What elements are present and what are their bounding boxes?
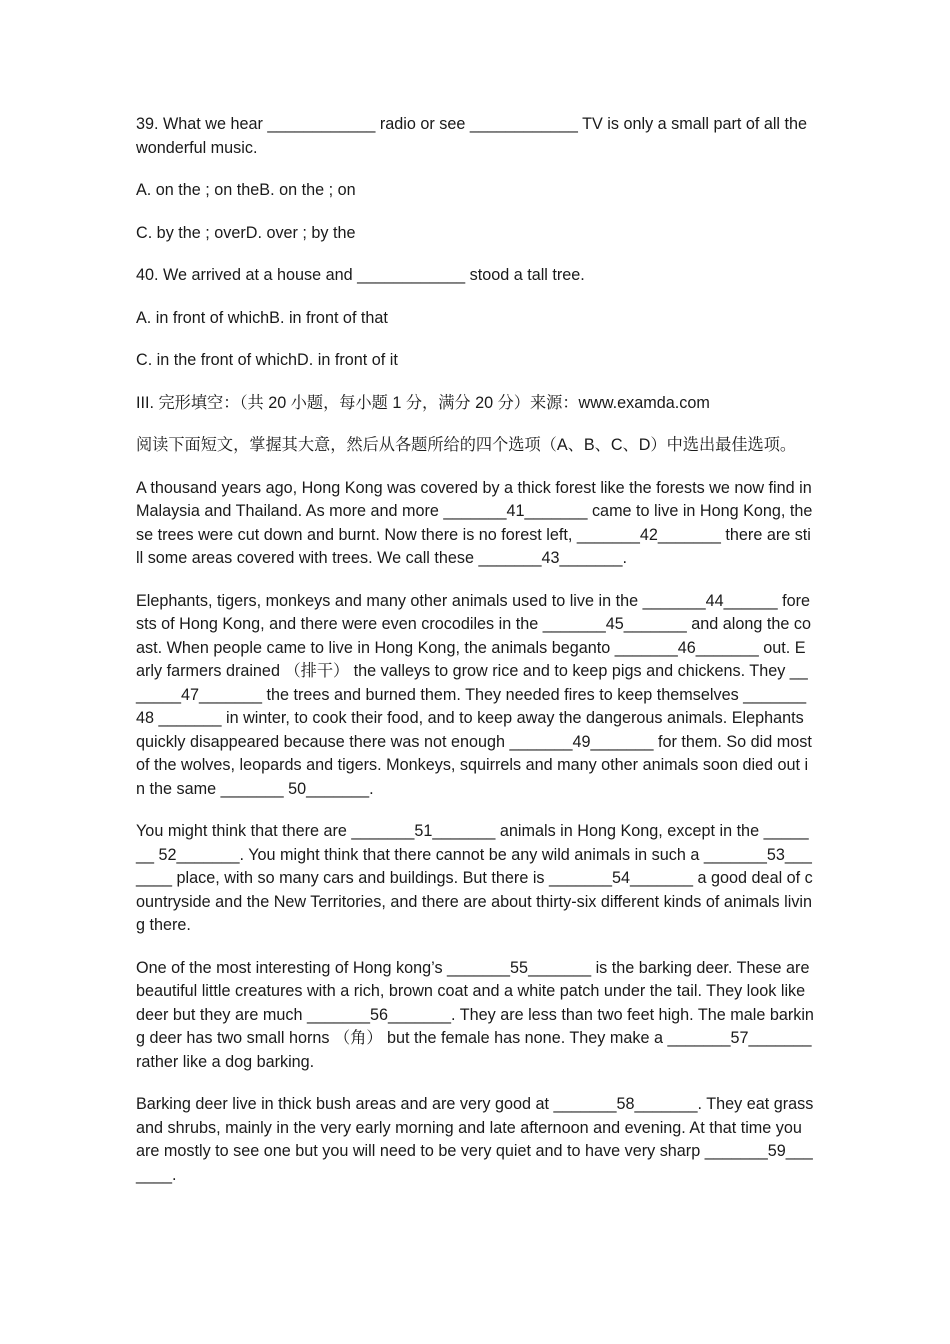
passage-paragraph-1: A thousand years ago, Hong Kong was covered by a thick forest like the forests we now find in Malaysia and Thailand. As more and more _______41_______ came to live in Hong Kong, these trees were cut down and burnt. Now there is no forest left, _______42_______ there are still some areas covered with trees. We call these _______43_______. [136, 478, 813, 567]
document-page [136, 113, 814, 1206]
question-40-options-cd: C. in the front of whichD. in front of it [136, 351, 398, 369]
passage-paragraph-4: One of the most interesting of Hong kong’s _______55_______ is the barking deer. These are beautiful little creatures with a rich, brown coat and a white patch under the tail. They look like deer but they are much _______56_______. They are less than two feet high. The male barking deer has two small horns （角） but the female has none. They make a _______57_______ rather like a dog barking. [136, 958, 814, 1071]
question-39-options-cd: C. by the ; overD. over ; by the [136, 223, 356, 242]
section-title: III. 完形填空：（共 20 小题，每小题 1 分，满分 20 分）来源：www.examda.com [136, 393, 710, 412]
question-39: 39. What we hear ____________ radio or see ____________ TV is only a small part of all the wonderful music. [136, 115, 808, 157]
question-39-options-ab: A. on the ; on theB. on the ; on [136, 181, 356, 199]
question-40-options-ab: A. in front of whichB. in front of that [136, 308, 388, 327]
passage-paragraph-5: Barking deer live in thick bush areas and are very good at _______58_______. They eat grass and shrubs, mainly in the very early morning and late afternoon and evening. At that time you are mostly to see one but you will need to be very quiet and to have very sharp _______59_______. [136, 1095, 814, 1184]
question-40: 40. We arrived at a house and ____________ stood a tall tree. [136, 266, 585, 284]
passage-paragraph-2: Elephants, tigers, monkeys and many other animals used to live in the _______44______ forests of Hong Kong, and there were even crocodiles in the _______45_______ and along the coast. When people came to live in Hong Kong, the animals beganto _______46_______ out. Early farmers drained （排干） the valleys to grow rice and to keep pigs and chickens. They _______47_______ the trees and burned them. They needed fires to keep themselves _______48 _______ in winter, to cook their food, and to keep away the dangerous animals. Elephants quickly disappeared because there was not enough _______49_______ for them. So did most of the wolves, leopards and tigers. Monkeys, squirrels and many other animals soon died out in the same _______ 50_______. [136, 591, 812, 798]
passage-paragraph-3: You might think that there are _______51_______ animals in Hong Kong, except in the _______ 52_______. You might think that there cannot be any wild animals in such a _______53_______ place, with so many cars and buildings. But there is _______54_______ a good deal of countryside and the New Territories, and there are about thirty-six different kinds of animals living there. [136, 822, 813, 934]
section-instructions: 阅读下面短文，掌握其大意，然后从各题所给的四个选项（A、B、C、D）中选出最佳选项。 [136, 436, 797, 454]
